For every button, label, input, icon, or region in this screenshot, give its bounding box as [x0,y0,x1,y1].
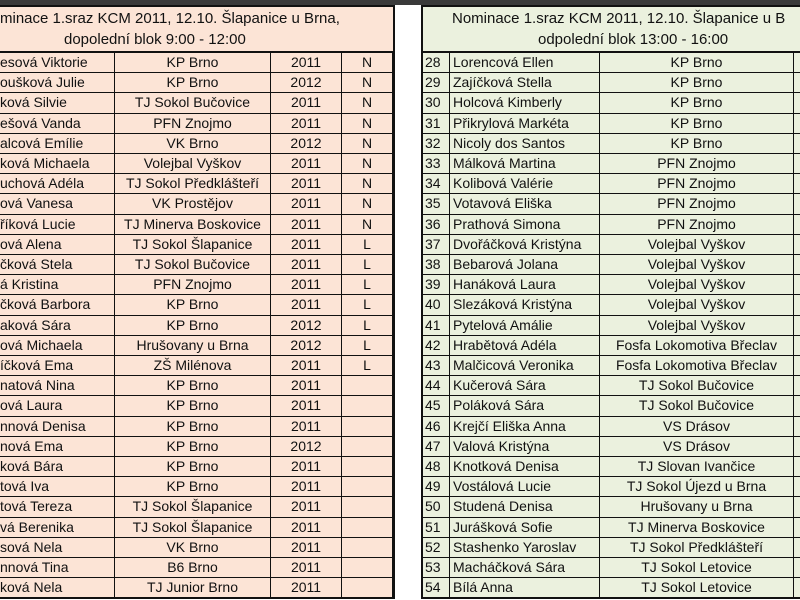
flag-cell[interactable]: L [342,255,393,274]
name-cell[interactable]: Kučerová Sára [450,376,600,395]
number-cell[interactable]: 37 [423,235,450,254]
name-cell[interactable]: vá Berenika [0,518,115,537]
next-cell[interactable] [794,275,800,294]
next-cell[interactable] [794,114,800,133]
flag-cell[interactable]: L [342,336,393,355]
table-row [423,154,800,174]
name-cell[interactable]: ová Vanesa [0,194,115,213]
left-title-line2: dopolední blok 9:00 - 12:00 [64,31,246,48]
year-cell[interactable]: 2011 [271,53,342,72]
name-cell[interactable]: Jurášková Sofie [450,518,600,537]
next-cell[interactable] [794,497,800,516]
next-cell[interactable] [794,295,800,314]
club-cell[interactable]: TJ Sokol Předklášteří [600,538,794,557]
table-row [423,558,800,578]
table-row [423,376,800,396]
club-cell[interactable]: TJ Sokol Letovice [600,578,794,597]
flag-cell[interactable] [342,497,393,516]
club-cell[interactable]: TJ Minerva Boskovice [115,215,271,234]
table-row [0,275,393,295]
table-row [423,235,800,255]
next-cell[interactable] [794,255,800,274]
table-row [423,356,800,376]
name-cell[interactable]: tová Tereza [0,497,115,516]
club-cell[interactable]: VS Drásov [600,437,794,456]
year-cell[interactable]: 2011 [271,538,342,557]
name-cell[interactable]: natová Nina [0,376,115,395]
club-cell[interactable]: Volejbal Vyškov [600,235,794,254]
club-cell[interactable]: PFN Znojmo [600,174,794,193]
next-cell[interactable] [794,215,800,234]
table-row [423,578,800,598]
name-cell[interactable]: ková Silvie [0,93,115,112]
flag-cell[interactable] [342,578,393,597]
table-row [0,356,393,376]
name-cell[interactable]: čková Stela [0,255,115,274]
table-row [0,235,393,255]
flag-cell[interactable]: N [342,73,393,92]
name-cell[interactable]: Bebarová Jolana [450,255,600,274]
name-cell[interactable]: ová Alena [0,235,115,254]
club-cell[interactable]: Volejbal Vyškov [600,316,794,335]
number-cell[interactable]: 32 [423,134,450,153]
flag-cell[interactable]: N [342,134,393,153]
year-cell[interactable]: 2011 [271,235,342,254]
club-cell[interactable]: KP Brno [600,114,794,133]
year-cell[interactable]: 2011 [271,417,342,436]
next-cell[interactable] [794,376,800,395]
number-cell[interactable]: 28 [423,53,450,72]
next-cell[interactable] [794,53,800,72]
table-row [0,114,393,134]
right-title-line2: odpolední blok 13:00 - 16:00 [538,31,729,48]
flag-cell[interactable]: N [342,215,393,234]
club-cell[interactable]: TJ Sokol Bučovice [115,93,271,112]
flag-cell[interactable]: L [342,295,393,314]
number-cell[interactable]: 43 [423,356,450,375]
name-cell[interactable]: Přikrylová Markéta [450,114,600,133]
table-row [423,134,800,154]
name-cell[interactable]: Votavová Eliška [450,194,600,213]
year-cell[interactable]: 2011 [271,578,342,597]
table-row [0,134,393,154]
table-row [0,336,393,356]
name-cell[interactable]: Macháčková Sára [450,558,600,577]
name-cell[interactable]: Vostálová Lucie [450,477,600,496]
number-cell[interactable]: 38 [423,255,450,274]
year-cell[interactable]: 2011 [271,396,342,415]
club-cell[interactable]: PFN Znojmo [600,215,794,234]
next-cell[interactable] [794,154,800,173]
club-cell[interactable]: KP Brno [600,73,794,92]
club-cell[interactable]: VK Brno [115,538,271,557]
name-cell[interactable]: ková Michaela [0,154,115,173]
table-row [0,174,393,194]
name-cell[interactable]: Studená Denisa [450,497,600,516]
table-row [0,73,393,93]
name-cell[interactable]: Pytelová Amálie [450,316,600,335]
number-cell[interactable]: 29 [423,73,450,92]
next-cell[interactable] [794,538,800,557]
number-cell[interactable]: 51 [423,518,450,537]
year-cell[interactable]: 2011 [271,356,342,375]
club-cell[interactable]: TJ Sokol Bučovice [600,376,794,395]
year-cell[interactable]: 2011 [271,194,342,213]
club-cell[interactable]: KP Brno [115,477,271,496]
table-row [0,295,393,315]
club-cell[interactable]: Fosfa Lokomotiva Břeclav [600,356,794,375]
name-cell[interactable]: Dvořáčková Kristýna [450,235,600,254]
table-row [0,255,393,275]
club-cell[interactable]: TJ Junior Brno [115,578,271,597]
year-cell[interactable]: 2011 [271,295,342,314]
table-row [0,457,393,477]
next-cell[interactable] [794,93,800,112]
year-cell[interactable]: 2011 [271,215,342,234]
club-cell[interactable]: PFN Znojmo [115,114,271,133]
year-cell[interactable]: 2012 [271,73,342,92]
flag-cell[interactable] [342,518,393,537]
club-cell[interactable]: VK Brno [115,134,271,153]
club-cell[interactable]: KP Brno [115,316,271,335]
flag-cell[interactable] [342,376,393,395]
table-row [423,255,800,275]
year-cell[interactable]: 2011 [271,114,342,133]
left-title-line1: minace 1.sraz KCM 2011, 12.10. Šlapanice u Brna, [0,10,340,27]
table-row [423,538,800,558]
club-cell[interactable]: TJ Minerva Boskovice [600,518,794,537]
club-cell[interactable]: PFN Znojmo [600,154,794,173]
flag-cell[interactable]: L [342,235,393,254]
next-cell[interactable] [794,194,800,213]
club-cell[interactable]: KP Brno [115,73,271,92]
name-cell[interactable]: ešová Vanda [0,114,115,133]
club-cell[interactable]: KP Brno [600,53,794,72]
number-cell[interactable]: 48 [423,457,450,476]
club-cell[interactable]: KP Brno [115,457,271,476]
club-cell[interactable]: KP Brno [115,437,271,456]
name-cell[interactable]: esová Viktorie [0,53,115,72]
name-cell[interactable]: ová Michaela [0,336,115,355]
name-cell[interactable]: Hrabětová Adéla [450,336,600,355]
club-cell[interactable]: TJ Sokol Předklášteří [115,174,271,193]
next-cell[interactable] [794,356,800,375]
number-cell[interactable]: 41 [423,316,450,335]
next-cell[interactable] [794,336,800,355]
flag-cell[interactable]: L [342,275,393,294]
name-cell[interactable]: Malčicová Veronika [450,356,600,375]
flag-cell[interactable]: N [342,194,393,213]
name-cell[interactable]: Málková Martina [450,154,600,173]
flag-cell[interactable] [342,558,393,577]
club-cell[interactable]: Volejbal Vyškov [600,295,794,314]
name-cell[interactable]: nnová Tina [0,558,115,577]
name-cell[interactable]: Lorencová Ellen [450,53,600,72]
name-cell[interactable]: říková Lucie [0,215,115,234]
table-row [0,538,393,558]
name-cell[interactable]: Stashenko Yaroslav [450,538,600,557]
right-nomination-table [421,5,800,599]
name-cell[interactable]: Bílá Anna [450,578,600,597]
table-row [423,174,800,194]
next-cell[interactable] [794,174,800,193]
table-row [0,578,393,598]
next-cell[interactable] [794,518,800,537]
club-cell[interactable]: Hrušovany u Brna [600,497,794,516]
table-row [0,194,393,214]
table-row [423,295,800,315]
name-cell[interactable]: Nicoly dos Santos [450,134,600,153]
name-cell[interactable]: Holcová Kimberly [450,93,600,112]
table-row [423,194,800,214]
table-row [423,518,800,538]
flag-cell[interactable]: N [342,154,393,173]
next-cell[interactable] [794,316,800,335]
table-row [0,53,393,73]
table-row [0,437,393,457]
table-row [0,316,393,336]
name-cell[interactable]: Kolibová Valérie [450,174,600,193]
year-cell[interactable]: 2011 [271,154,342,173]
name-cell[interactable]: sová Nela [0,538,115,557]
name-cell[interactable]: alcová Emílie [0,134,115,153]
number-cell[interactable]: 39 [423,275,450,294]
table-row [423,275,800,295]
next-cell[interactable] [794,73,800,92]
year-cell[interactable]: 2011 [271,174,342,193]
name-cell[interactable]: tová Iva [0,477,115,496]
name-cell[interactable]: Hanáková Laura [450,275,600,294]
table-row [423,73,800,93]
next-cell[interactable] [794,134,800,153]
table-row [423,457,800,477]
table-row [0,417,393,437]
year-cell[interactable]: 2011 [271,255,342,274]
name-cell[interactable]: čková Barbora [0,295,115,314]
club-cell[interactable]: TJ Sokol Šlapanice [115,497,271,516]
club-cell[interactable]: TJ Sokol Šlapanice [115,518,271,537]
left-table-header [0,5,393,53]
year-cell[interactable]: 2011 [271,457,342,476]
name-cell[interactable]: á Kristina [0,275,115,294]
number-cell[interactable]: 34 [423,174,450,193]
club-cell[interactable]: Volejbal Vyškov [115,154,271,173]
number-cell[interactable]: 30 [423,93,450,112]
number-cell[interactable]: 46 [423,417,450,436]
club-cell[interactable]: VS Drásov [600,417,794,436]
table-row [423,336,800,356]
table-row [0,518,393,538]
year-cell[interactable]: 2012 [271,437,342,456]
table-row [423,437,800,457]
year-cell[interactable]: 2011 [271,518,342,537]
club-cell[interactable]: KP Brno [115,295,271,314]
club-cell[interactable]: KP Brno [115,396,271,415]
name-cell[interactable]: Krejčí Eliška Anna [450,417,600,436]
name-cell[interactable]: ová Laura [0,396,115,415]
number-cell[interactable]: 42 [423,336,450,355]
club-cell[interactable]: ZŠ Milénova [115,356,271,375]
flag-cell[interactable] [342,437,393,456]
name-cell[interactable]: nnová Denisa [0,417,115,436]
number-cell[interactable]: 53 [423,558,450,577]
year-cell[interactable]: 2011 [271,497,342,516]
club-cell[interactable]: TJ Sokol Letovice [600,558,794,577]
table-row [0,215,393,235]
number-cell[interactable]: 45 [423,396,450,415]
next-cell[interactable] [794,417,800,436]
name-cell[interactable]: Slezáková Kristýna [450,295,600,314]
next-cell[interactable] [794,235,800,254]
number-cell[interactable]: 33 [423,154,450,173]
next-cell[interactable] [794,396,800,415]
name-cell[interactable]: nová Ema [0,437,115,456]
table-row [423,215,800,235]
flag-cell[interactable] [342,457,393,476]
table-row [0,93,393,113]
table-row [0,376,393,396]
number-cell[interactable]: 49 [423,477,450,496]
number-cell[interactable]: 36 [423,215,450,234]
name-cell[interactable]: íčková Ema [0,356,115,375]
name-cell[interactable]: ková Nela [0,578,115,597]
name-cell[interactable]: uchová Adéla [0,174,115,193]
number-cell[interactable]: 40 [423,295,450,314]
table-row [423,497,800,517]
club-cell[interactable]: TJ Sokol Bučovice [600,396,794,415]
number-cell[interactable]: 50 [423,497,450,516]
name-cell[interactable]: Zajíčková Stella [450,73,600,92]
flag-cell[interactable] [342,477,393,496]
name-cell[interactable]: oušková Julie [0,73,115,92]
table-row [0,477,393,497]
number-cell[interactable]: 54 [423,578,450,597]
number-cell[interactable]: 52 [423,538,450,557]
name-cell[interactable]: Poláková Sára [450,396,600,415]
year-cell[interactable]: 2011 [271,93,342,112]
next-cell[interactable] [794,558,800,577]
club-cell[interactable]: PFN Znojmo [600,194,794,213]
flag-cell[interactable]: N [342,93,393,112]
club-cell[interactable]: Fosfa Lokomotiva Břeclav [600,336,794,355]
name-cell[interactable]: aková Sára [0,316,115,335]
table-row [423,114,800,134]
year-cell[interactable]: 2012 [271,134,342,153]
table-row [423,316,800,336]
name-cell[interactable]: Prathová Simona [450,215,600,234]
table-row [0,558,393,578]
club-cell[interactable]: KP Brno [600,134,794,153]
club-cell[interactable]: TJ Sokol Šlapanice [115,235,271,254]
name-cell[interactable]: Valová Kristýna [450,437,600,456]
club-cell[interactable]: TJ Sokol Bučovice [115,255,271,274]
club-cell[interactable]: Volejbal Vyškov [600,275,794,294]
flag-cell[interactable]: N [342,53,393,72]
table-row [423,417,800,437]
club-cell[interactable]: PFN Znojmo [115,275,271,294]
flag-cell[interactable]: L [342,356,393,375]
club-cell[interactable]: B6 Brno [115,558,271,577]
number-cell[interactable]: 47 [423,437,450,456]
year-cell[interactable]: 2011 [271,477,342,496]
number-cell[interactable]: 44 [423,376,450,395]
club-cell[interactable]: KP Brno [600,93,794,112]
table-row [0,154,393,174]
next-cell[interactable] [794,457,800,476]
year-cell[interactable]: 2012 [271,336,342,355]
table-row [423,93,800,113]
next-cell[interactable] [794,437,800,456]
club-cell[interactable]: VK Prostějov [115,194,271,213]
next-cell[interactable] [794,578,800,597]
club-cell[interactable]: KP Brno [115,53,271,72]
table-row [0,497,393,517]
flag-cell[interactable]: N [342,174,393,193]
club-cell[interactable]: TJ Slovan Ivančice [600,457,794,476]
table-row [423,53,800,73]
name-cell[interactable]: ková Bára [0,457,115,476]
club-cell[interactable]: KP Brno [115,417,271,436]
year-cell[interactable]: 2012 [271,316,342,335]
number-cell[interactable]: 31 [423,114,450,133]
right-title-line1: Nominace 1.sraz KCM 2011, 12.10. Šlapanice u B [452,10,786,27]
table-row [0,396,393,416]
table-row [423,396,800,416]
club-cell[interactable]: Volejbal Vyškov [600,255,794,274]
club-cell[interactable]: KP Brno [115,376,271,395]
flag-cell[interactable] [342,538,393,557]
flag-cell[interactable]: L [342,316,393,335]
left-nomination-table [0,5,395,599]
next-cell[interactable] [794,477,800,496]
flag-cell[interactable] [342,417,393,436]
club-cell[interactable]: TJ Sokol Újezd u Brna [600,477,794,496]
right-table-header [423,5,800,53]
table-row [423,477,800,497]
flag-cell[interactable] [342,396,393,415]
year-cell[interactable]: 2011 [271,376,342,395]
year-cell[interactable]: 2011 [271,558,342,577]
year-cell[interactable]: 2011 [271,275,342,294]
club-cell[interactable]: Hrušovany u Brna [115,336,271,355]
number-cell[interactable]: 35 [423,194,450,213]
flag-cell[interactable]: N [342,114,393,133]
name-cell[interactable]: Knotková Denisa [450,457,600,476]
